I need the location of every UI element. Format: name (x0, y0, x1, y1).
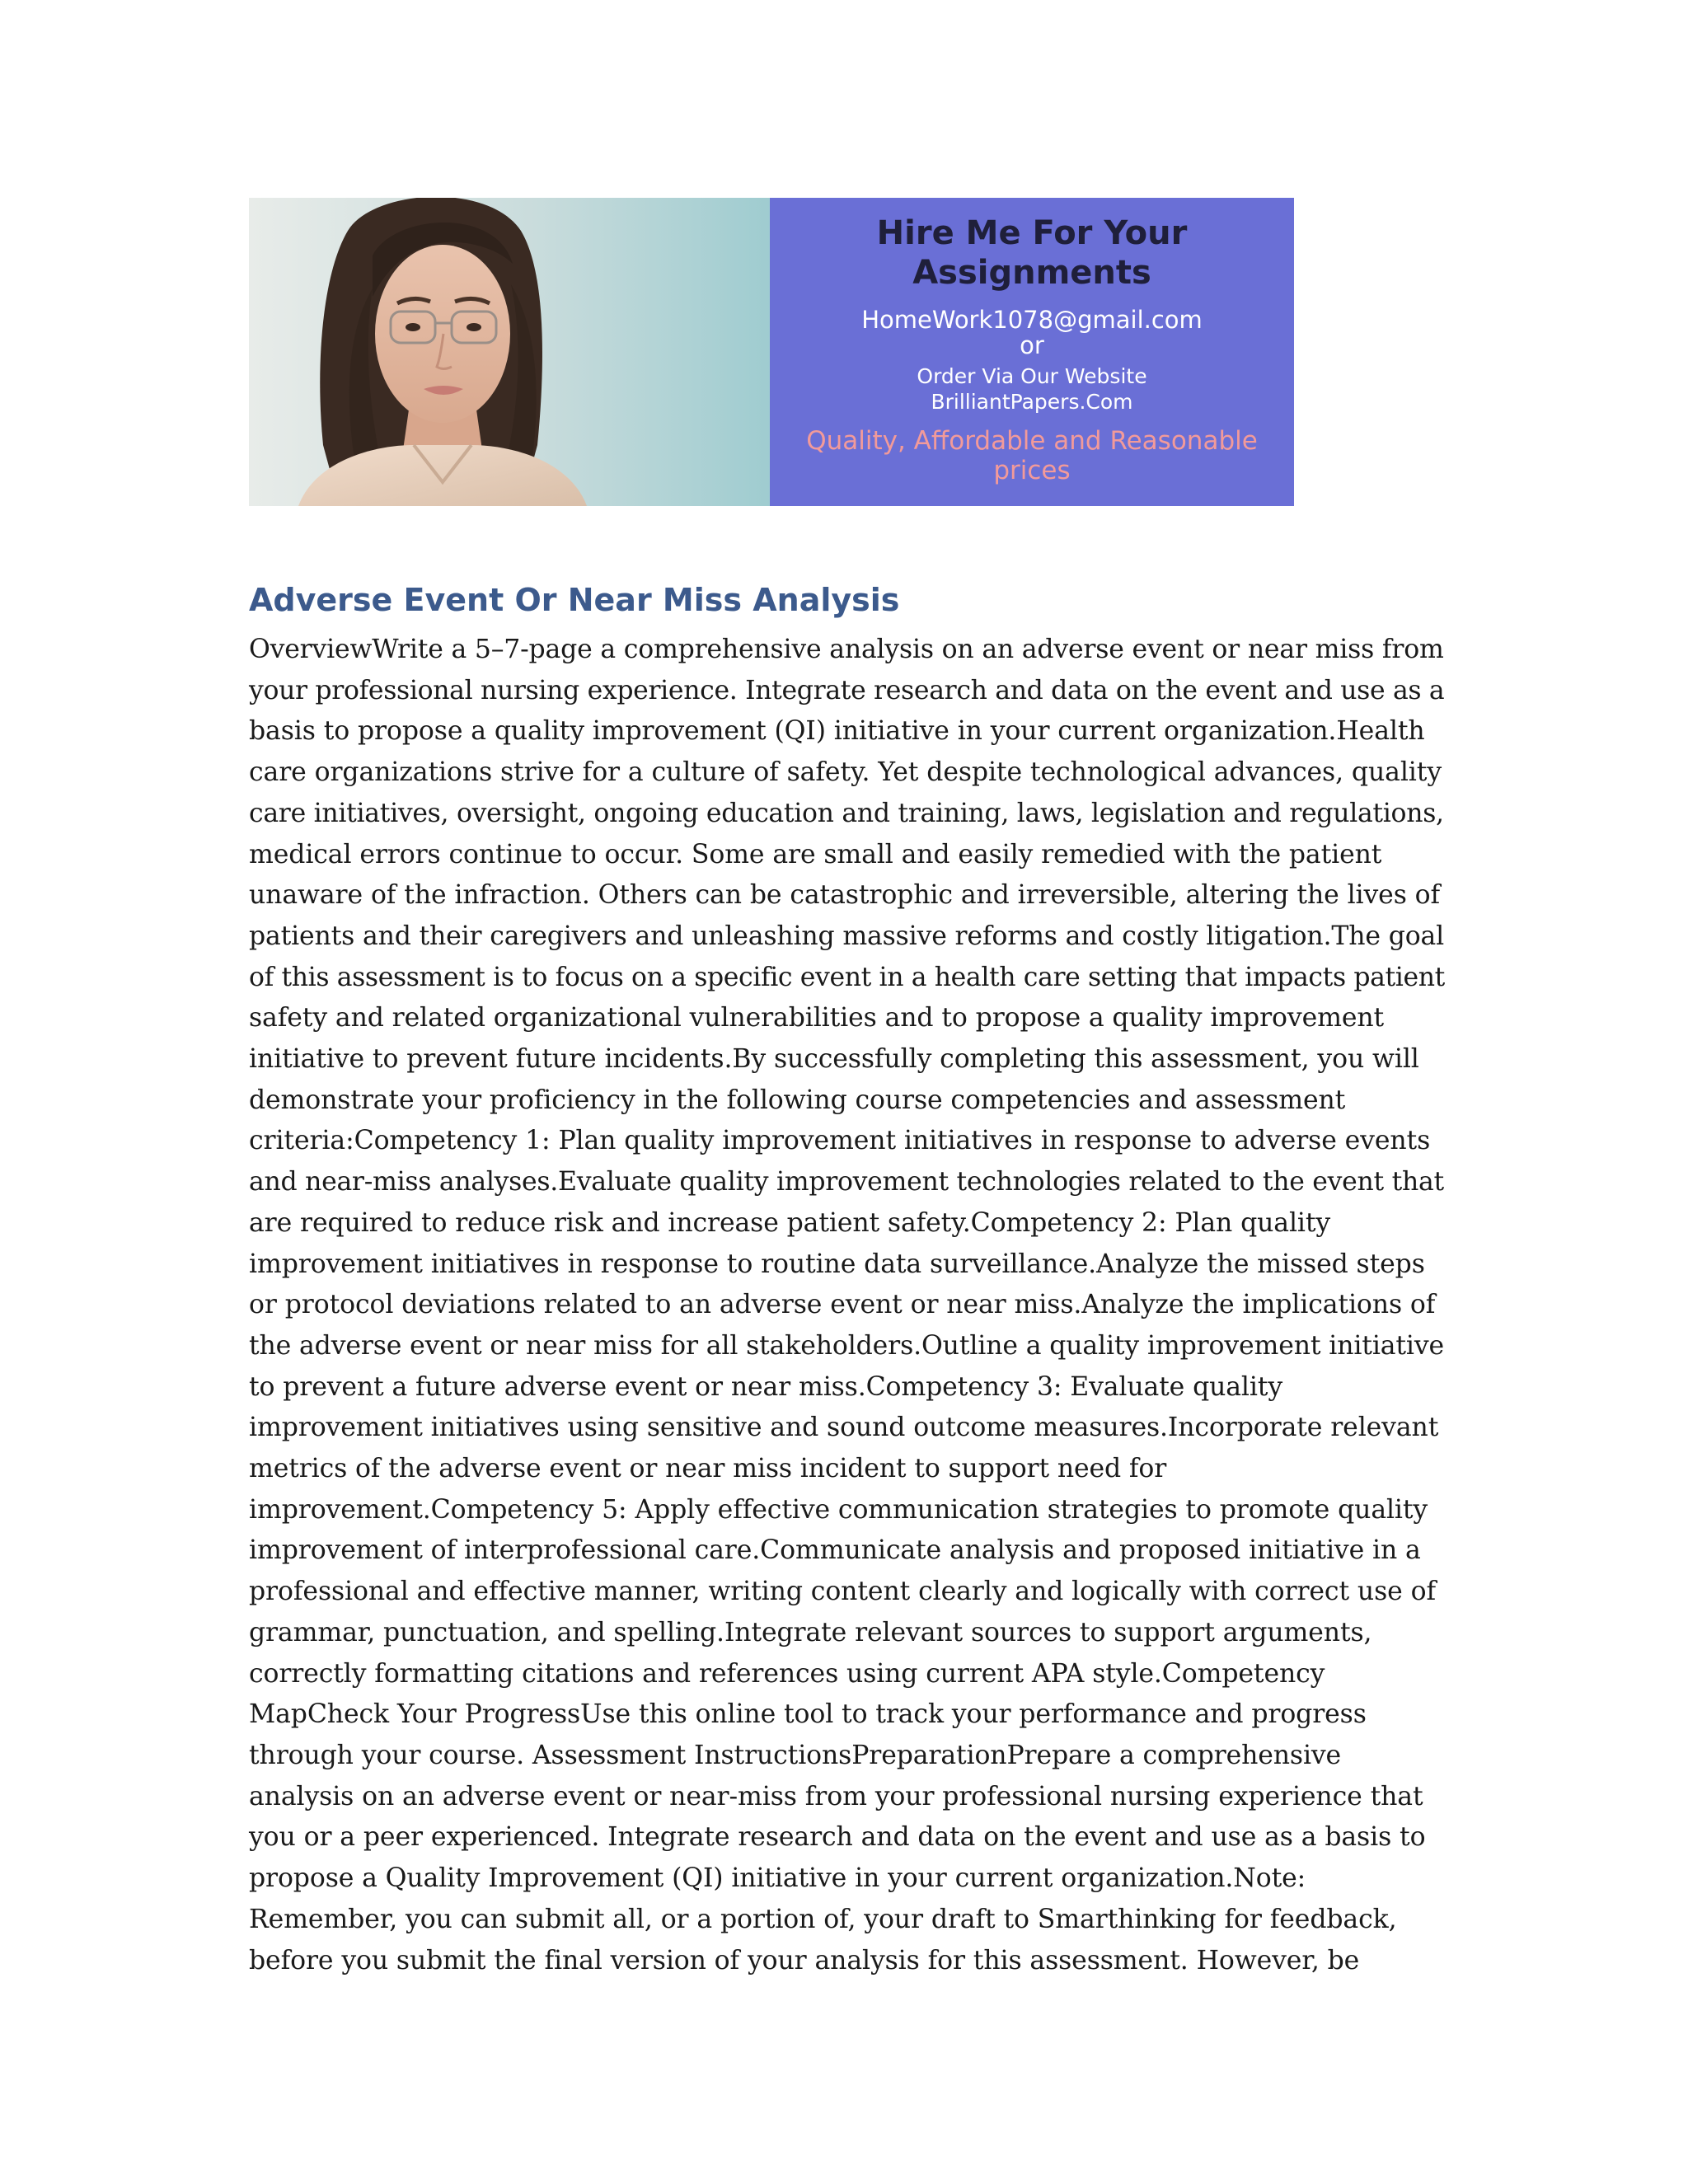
promo-panel (770, 198, 1294, 506)
woman-photo (249, 198, 770, 506)
woman-photo-illustration (249, 198, 770, 506)
body-line: criteria:Competency 1: Plan quality improvement initiatives in response to adverse events (249, 1126, 1431, 1156)
body-line: care organizations strive for a culture of safety. Yet despite technological advances, quality (249, 757, 1442, 788)
promo-email: HomeWork1078@gmail.com (861, 306, 1203, 334)
body-line: initiative to prevent future incidents.By successfully completing this assessment, you will (249, 1044, 1419, 1075)
body-line: basis to propose a quality improvement (QI) initiative in your current organization.Health (249, 716, 1425, 747)
body-line: metrics of the adverse event or near miss incident to support need for (249, 1454, 1167, 1484)
body-line: you or a peer experienced. Integrate research and data on the event and use as a basis to (249, 1822, 1426, 1853)
document-title: Adverse Event Or Near Miss Analysis (249, 582, 900, 618)
body-line: medical errors continue to occur. Some are small and easily remedied with the patient (249, 839, 1382, 869)
promo-website: BrilliantPapers.Com (931, 390, 1133, 414)
body-line: improvement initiatives in response to routine data surveillance.Analyze the missed steps (249, 1249, 1425, 1279)
body-line: grammar, punctuation, and spelling.Integrate relevant sources to support arguments, (249, 1617, 1372, 1647)
body-line: safety and related organizational vulnerabilities and to propose a quality improvement (249, 1003, 1385, 1033)
body-line: OverviewWrite a 5–7-page a comprehensive analysis on an adverse event or near miss from (249, 635, 1444, 664)
body-line: care initiatives, oversight, ongoing education and training, laws, legislation and regulations, (249, 798, 1444, 828)
body-line: your professional nursing experience. Integrate research and data on the event and use as a (249, 675, 1445, 705)
body-line: MapCheck Your ProgressUse this online tool to track your performance and progress (249, 1699, 1367, 1730)
body-line: are required to reduce risk and increase patient safety.Competency 2: Plan quality (249, 1207, 1331, 1238)
promo-order-text: Order Via Our Website (917, 364, 1147, 388)
body-line: improvement.Competency 5: Apply effective communication strategies to promote quality (249, 1494, 1428, 1525)
promo-banner (249, 198, 1294, 506)
body-line: demonstrate your proficiency in the following course competencies and assessment (249, 1085, 1346, 1115)
body-line: before you submit the final version of your analysis for this assessment. However, be (249, 1945, 1360, 1975)
body-line: improvement of interprofessional care.Communicate analysis and proposed initiative in a (249, 1535, 1421, 1566)
body-line: propose a Quality Improvement (QI) initiative in your current organization.Note: (249, 1863, 1306, 1894)
body-line: to prevent a future adverse event or near miss.Competency 3: Evaluate quality (249, 1371, 1282, 1402)
promo-or: or (1020, 331, 1044, 359)
body-line: Remember, you can submit all, or a portion of, your draft to Smarthinking for feedback, (249, 1904, 1397, 1934)
promo-tagline: Quality, Affordable and Reasonable prices (806, 426, 1258, 485)
body-line: correctly formatting citations and references using current APA style.Competency (249, 1658, 1325, 1689)
body-line: the adverse event or near miss for all stakeholders.Outline a quality improvement initiative (249, 1330, 1444, 1361)
body-line: analysis on an adverse event or near-miss from your professional nursing experience that (249, 1781, 1423, 1811)
document-body (249, 630, 1452, 1981)
body-line: patients and their caregivers and unleashing massive reforms and costly litigation.The goal (249, 921, 1445, 951)
body-line: and near-miss analyses.Evaluate quality improvement technologies related to the event that (249, 1167, 1444, 1197)
body-line: professional and effective manner, writing content clearly and logically with correct use of (249, 1577, 1437, 1607)
body-line: or protocol deviations related to an adverse event or near miss.Analyze the implications of (249, 1290, 1436, 1320)
promo-headline: Hire Me For Your Assignments (876, 214, 1188, 292)
body-line: unaware of the infraction. Others can be catastrophic and irreversible, altering the lives of (249, 880, 1441, 911)
body-line: of this assessment is to focus on a specific event in a health care setting that impacts patient (249, 962, 1445, 992)
body-line: improvement initiatives using sensitive and sound outcome measures.Incorporate relevant (249, 1413, 1439, 1443)
body-line: through your course. Assessment InstructionsPreparationPrepare a comprehensive (249, 1740, 1342, 1770)
